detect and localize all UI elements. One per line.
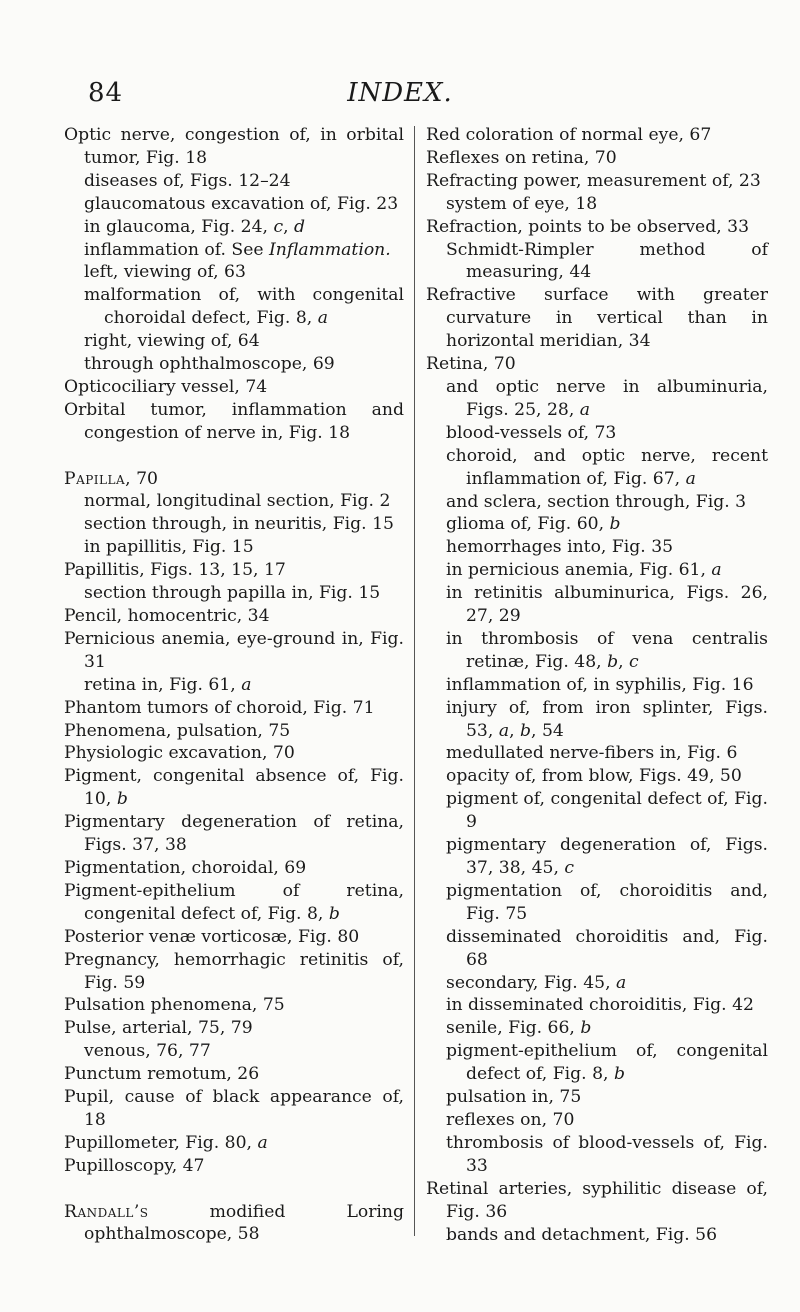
italic-marker: a [257, 1132, 268, 1153]
entry-text: in retinitis albuminurica, Figs. 26, 27, 29 [446, 583, 768, 627]
italic-marker: a [241, 674, 252, 695]
index-subentry [446, 1086, 768, 1109]
index-subentry [84, 674, 404, 697]
entry-text: Pulsation phenomena, 75 [64, 995, 285, 1016]
italic-marker: a [317, 308, 328, 329]
index-subentry [446, 628, 768, 674]
entry-text: Pigmentation, choroidal, 69 [64, 857, 307, 878]
entry-text: pigment-epithelium of, congenital defect of, Fig. 8, [446, 1041, 768, 1085]
italic-marker: a [498, 720, 510, 741]
entry-text: Pencil, homocentric, 34 [64, 606, 270, 627]
entry-text: Reflexes on retina, 70 [426, 147, 617, 168]
running-head-title: INDEX. [347, 78, 453, 108]
index-entry [64, 124, 404, 170]
index-subentry [446, 582, 768, 628]
index-subentry [84, 239, 404, 262]
right-index-column [426, 124, 768, 1246]
italic-marker: d [294, 216, 306, 237]
index-subentry [84, 582, 404, 605]
entry-text: senile, Fig. 66, [446, 1018, 581, 1039]
column-divider [414, 126, 415, 1236]
index-entry [64, 994, 404, 1017]
index-entry [426, 147, 768, 170]
index-entry [64, 399, 404, 445]
entry-text: and optic nerve in albuminuria, Figs. 25, 28, [446, 376, 768, 420]
page-number: 84 [88, 78, 124, 108]
italic-marker: b [609, 514, 621, 535]
index-subentry [446, 1017, 768, 1040]
entry-text: malformation of, with congenital choroidal defect, Fig. 8, [84, 285, 404, 329]
entry-text: injury of, from iron splinter, Figs. 53, [446, 697, 768, 741]
entry-text: in disseminated choroiditis, Fig. 42 [446, 995, 754, 1016]
index-entry [64, 697, 404, 720]
entry-text: pulsation in, 75 [446, 1087, 582, 1108]
entry-text: normal, longitudinal section, Fig. 2 [84, 491, 391, 512]
small-caps-heading: Randall’s [64, 1201, 149, 1222]
index-subentry [84, 1040, 404, 1063]
index-subentry [446, 742, 768, 765]
entry-text: and sclera, section through, Fig. 3 [446, 491, 747, 512]
index-entry [64, 926, 404, 949]
italic-marker: b [607, 651, 619, 672]
index-entry [64, 880, 404, 926]
index-entry [426, 216, 768, 239]
entry-text: Papillitis, Figs. 13, 15, 17 [64, 560, 286, 581]
entry-text: medullated nerve-fibers in, Fig. 6 [446, 743, 738, 764]
entry-text: modified Loring ophthalmoscope, 58 [84, 1201, 404, 1245]
index-subentry [446, 788, 768, 834]
entry-text: system of eye, 18 [446, 193, 598, 214]
index-subentry [446, 1224, 768, 1247]
index-entry [64, 857, 404, 880]
entry-text: Optic nerve, congestion of, in orbital tumor, Fig. 18 [64, 125, 404, 168]
entry-text: retina in, Fig. 61, [84, 674, 242, 695]
entry-text: Orbital tumor, inflammation and congestion of nerve in, Fig. 18 [64, 399, 404, 443]
entry-text: choroid, and optic nerve, recent inflammation of, Fig. 67, [446, 445, 768, 489]
index-entry [64, 742, 404, 765]
index-subentry [446, 697, 768, 743]
index-subentry [446, 674, 768, 697]
index-subentry [446, 1040, 768, 1086]
index-subentry [84, 353, 404, 376]
entry-text: Punctum remotum, 26 [64, 1064, 260, 1085]
entry-text: , [283, 216, 295, 237]
index-subentry [84, 261, 404, 284]
index-subentry [84, 330, 404, 353]
index-subentry [446, 1132, 768, 1178]
entry-text: inflammation of. See [84, 239, 270, 260]
index-subentry [84, 536, 404, 559]
entry-text: Pigment-epithelium of retina, congenital defect of, Fig. 8, [64, 880, 404, 924]
index-subentry [446, 972, 768, 995]
index-entry [64, 1086, 404, 1132]
italic-marker: c [273, 216, 284, 237]
entry-text: left, viewing of, 63 [84, 262, 246, 283]
entry-text: thrombosis of blood-vessels of, Fig. 33 [446, 1132, 768, 1176]
entry-text: Pupil, cause of black appearance of, 18 [64, 1087, 404, 1130]
entry-text: Refracting power, measurement of, 23 [426, 170, 761, 191]
index-entry [64, 559, 404, 582]
entry-text: Pernicious anemia, eye-ground in, Fig. 31 [64, 628, 404, 672]
entry-text: Physiologic excavation, 70 [64, 743, 295, 764]
index-entry [64, 1063, 404, 1086]
index-entry [64, 376, 404, 399]
entry-text: hemorrhages into, Fig. 35 [446, 537, 674, 558]
entry-text: Phantom tumors of choroid, Fig. 71 [64, 697, 375, 718]
entry-text: opacity of, from blow, Figs. 49, 50 [446, 766, 742, 787]
entry-text: inflammation of, in syphilis, Fig. 16 [446, 674, 754, 695]
index-entry [64, 468, 404, 491]
index-subentry [84, 216, 404, 239]
index-entry [64, 1155, 404, 1178]
index-entry [64, 811, 404, 857]
index-subentry [446, 765, 768, 788]
entry-text: right, viewing of, 64 [84, 331, 260, 352]
entry-text: Schmidt-Rimpler method of measuring, 44 [446, 239, 768, 283]
entry-text: pigment of, congenital defect of, Fig. 9 [446, 789, 768, 833]
entry-text: through ophthalmoscope, 69 [84, 354, 335, 375]
entry-text: Refractive surface with greater curvature in vertical than in horizontal meridian, 34 [426, 285, 768, 352]
index-subentry [446, 376, 768, 422]
small-caps-heading: Papilla [64, 468, 126, 489]
index-entry [64, 765, 404, 811]
index-entry [426, 353, 768, 376]
index-subentry [446, 559, 768, 582]
entry-text: in pernicious anemia, Fig. 61, [446, 560, 712, 581]
entry-text: Pupillometer, Fig. 80, [64, 1132, 258, 1153]
italic-marker: a [579, 399, 591, 420]
entry-text: in glaucoma, Fig. 24, [84, 216, 274, 237]
entry-text: Pigment, congenital absence of, Fig. 10, [64, 766, 404, 810]
entry-text: in papillitis, Fig. 15 [84, 537, 254, 558]
entry-text: Red coloration of normal eye, 67 [426, 125, 712, 145]
index-subentry [446, 445, 768, 491]
entry-text: Refraction, points to be observed, 33 [426, 216, 750, 237]
entry-text: section through papilla in, Fig. 15 [84, 583, 381, 604]
entry-text: bands and detachment, Fig. 56 [446, 1224, 718, 1245]
index-entry [64, 605, 404, 628]
entry-text: Pregnancy, hemorrhagic retinitis of, Fig. 59 [64, 949, 404, 993]
entry-text: Pupilloscopy, 47 [64, 1155, 205, 1176]
index-subentry [446, 1109, 768, 1132]
entry-text: , 70 [125, 468, 158, 489]
index-subentry [446, 994, 768, 1017]
section-gap [64, 445, 404, 468]
index-subentry [84, 513, 404, 536]
index-subentry [84, 170, 404, 193]
index-entry [426, 284, 768, 353]
entry-text: in thrombosis of vena centralis retinæ, Fig. 48, [446, 628, 768, 672]
index-subentry [446, 880, 768, 926]
index-subentry [446, 834, 768, 880]
italic-marker: c [629, 651, 639, 672]
index-subentry [446, 239, 768, 285]
page-header [0, 78, 800, 114]
index-subentry [446, 926, 768, 972]
entry-text: glioma of, Fig. 60, [446, 514, 610, 535]
index-entry [64, 1017, 404, 1040]
entry-text: disseminated choroiditis and, Fig. 68 [446, 926, 768, 970]
italic-marker: a [616, 972, 627, 993]
index-entry [426, 124, 768, 147]
entry-text: pigmentary degeneration of, Figs. 37, 38, 45, [446, 835, 768, 878]
entry-text: , [509, 720, 520, 741]
entry-text: Opticociliary vessel, 74 [64, 376, 268, 397]
entry-text: , [618, 651, 630, 672]
index-entry [64, 949, 404, 995]
italic-marker: a [711, 560, 722, 581]
entry-text: glaucomatous excavation of, Fig. 23 [84, 193, 399, 214]
entry-text: Retina, 70 [426, 354, 516, 375]
entry-text: Pigmentary degeneration of retina, Figs. 37, 38 [64, 812, 404, 856]
index-entry [64, 1132, 404, 1155]
index-subentry [446, 513, 768, 536]
entry-text: Retinal arteries, syphilitic disease of, Fig. 36 [426, 1178, 768, 1222]
italic-marker: b [520, 720, 532, 741]
italic-marker: b [116, 789, 128, 810]
index-subentry [84, 284, 404, 330]
index-subentry [84, 193, 404, 216]
italic-marker: Inflammation. [269, 239, 391, 260]
entry-text: secondary, Fig. 45, [446, 972, 617, 993]
index-entry [426, 1178, 768, 1224]
index-entry [426, 170, 768, 193]
italic-marker: b [613, 1064, 625, 1085]
index-subentry [446, 536, 768, 559]
italic-marker: b [580, 1018, 592, 1039]
left-index-column [64, 124, 404, 1246]
entry-text: Phenomena, pulsation, 75 [64, 720, 291, 741]
italic-marker: a [685, 468, 696, 489]
index-entry [64, 720, 404, 743]
index-subentry [446, 193, 768, 216]
entry-text: Posterior venæ vorticosæ, Fig. 80 [64, 926, 360, 947]
entry-text: Pulse, arterial, 75, 79 [64, 1018, 253, 1039]
index-entry [64, 1201, 404, 1247]
index-entry [64, 628, 404, 674]
entry-text: , 54 [531, 720, 564, 741]
entry-text: pigmentation of, choroiditis and, Fig. 75 [446, 880, 768, 924]
italic-marker: c [564, 858, 575, 878]
entry-text: reflexes on, 70 [446, 1109, 575, 1130]
entry-text: diseases of, Figs. 12–24 [84, 170, 291, 191]
entry-text: blood-vessels of, 73 [446, 422, 617, 443]
section-gap [64, 1178, 404, 1201]
index-subentry [84, 490, 404, 513]
italic-marker: b [328, 903, 340, 924]
index-subentry [446, 422, 768, 445]
entry-text: venous, 76, 77 [84, 1041, 211, 1062]
index-subentry [446, 491, 768, 514]
entry-text: section through, in neuritis, Fig. 15 [84, 514, 394, 535]
